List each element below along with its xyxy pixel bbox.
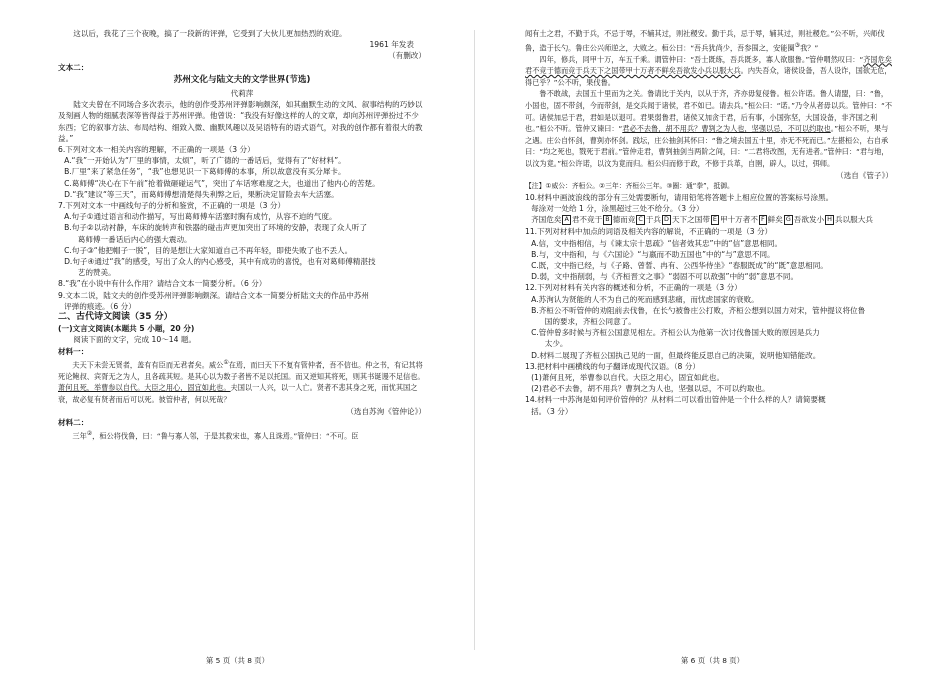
section-2-heading: 二、古代诗文阅读（35 分）: [58, 312, 173, 323]
q7-option-d: D.句子④通过“我”的感受，写出了众人的内心感受，其中有成功的喜悦，也有对葛师傅精湛技: [64, 257, 376, 267]
q7-option-d-cont: 艺的赞美。: [77, 268, 116, 278]
q7-option-b-cont: 葛师傅一番话后内心的强大震动。: [77, 234, 192, 244]
material-2-para-1: 闻有土之君，不勤于兵，不忌于辱，不辅其过，则社稷安。勤于兵，忌于辱，辅其过，则社稷危。”公不听，兴师伐鲁，造于长勺。鲁庄公兴师逆之，大败之。桓公曰：“吾兵犹尚少，吾参围之，安能圈③我？”: [525, 29, 885, 52]
q6-option-c: C.葛师傅“决心在下午前”抢着做砸碰运气”，突出了车话寒难度之大，也道出了他内心的苦楚。: [64, 178, 380, 188]
q6-option-b: B.厂里“来了紧急任务”，“我”也想见识一下葛师傅的本事，所以故意没有买分犀卡。: [64, 167, 346, 177]
q11-option-b: B.与，文中指和，与《六国论》“与嬴而不助五国也”中的“与”意思不同。: [531, 249, 775, 259]
subsection-heading: (一)文言文阅读(本题共 5 小题，20 分): [58, 324, 195, 334]
material-1-label: 材料一：: [58, 346, 89, 356]
break-box-e[interactable]: E: [712, 215, 717, 224]
break-box-c[interactable]: C: [638, 215, 643, 224]
q7-stem: 7.下列对文本一中画线句子的分析和鉴赏，不正确的一项是（3 分）: [58, 201, 286, 211]
q6-option-a: A.“我”一开始认为“厂里的事情，太烦”，听了广德的一番话后，觉得有了“好材料”。: [64, 156, 346, 166]
q6-stem: 6.下列对文本一相关内容的理解，不正确的一项是（3 分）: [58, 145, 255, 155]
material-2-para-2: 四年，修兵，同甲十万，车五千乘。谓管仲曰：“吾士既练，吾兵既多，寡人欲服鲁。”管仲喟然叹曰：“齐国危矣君不竞于德而竞于兵天下之国带甲十万者不鲜矣吾欲发小兵以服大兵。内失吾众，诸侯设备，吾人设诈，国欲无危，得已乎？”公不听，果伐鲁。: [525, 54, 892, 87]
text2-author: 代莉萍: [230, 89, 254, 99]
left-page-number: 第 5 页（共 8 页）: [205, 656, 270, 665]
q14-cont: 括。（3 分）: [531, 406, 573, 416]
break-box-b[interactable]: B: [605, 215, 610, 224]
reading-instruction: 阅读下面的文字，完成 10～14 题。: [73, 335, 197, 345]
underlined-sentence-2: 君必不去鲁，胡不用兵？曹刿之为人也，坚强以忌，不可以约取也: [622, 124, 831, 134]
break-box-a[interactable]: A: [564, 215, 569, 224]
q14: 14.材料一中苏洵是如何评价管仲的？从材料二可以看出管仲是一个什么样的人？请简要概: [525, 395, 826, 405]
q12-option-b: B.齐桓公不听管仲的劝阻前去伐鲁，在长勺被鲁庄公打败，齐桓公想到以国力对宋，管仲提议将位鲁: [531, 305, 866, 315]
underlined-sentence-1: 萧何且死，举曹参以自代。大臣之用心，固宜如此也。: [58, 383, 231, 393]
edit-note: （有删改）: [388, 51, 426, 61]
material-1-source: （选自苏洵《管仲论》）: [346, 406, 426, 416]
q12-option-a: A.苏洵认为贤能的人不为自己的死而感到悲痛，而忧虑国家的衰败。: [531, 294, 759, 304]
q10-cont: 每涂对一处给 1 分，涂黑超过三处不给分。（3 分）: [531, 204, 704, 214]
text2-body: 陆文夫曾在不同场合多次表示，他的创作受苏州评弹影响颇深，如其幽默生动的文风、叙事结构的巧妙以及刻画人物的细腻表深等皆得益于苏州评弹。他曾说：“我没有好像这样的人的文章，却向苏州评弹扮过不少东西；它的叙事方法、布局结构、细致入微、幽默风趣以及吴语特有的语式语气，对我的创作都有着很大的教益。”: [58, 100, 423, 143]
q10: 10.材料中画波浪线的部分有三处需要断句，请用铅笔将答题卡上相应位置的答案标号涂黑。: [525, 192, 834, 202]
text2-label: 文本二：: [58, 62, 89, 72]
break-box-f[interactable]: F: [760, 215, 765, 224]
material-2-label: 材料二：: [58, 417, 89, 427]
q11-stem: 11.下列对材料中加点的词语及相关内容的解说，不正确的一项是（3 分）: [525, 227, 773, 237]
q10-segment-line: 齐国危矣 A 君不竞于 B 德而竞 C 于兵 D 天下之国带 E 甲十万者不 F 鲜矣 G 吾欲发小 H 兵以服大兵: [531, 215, 873, 225]
q11-option-c: C.既，文中指已经，与《子路、曾皙、冉有、公西华侍坐》“春服既成”的“既”意思相同。: [531, 260, 828, 270]
material-1-text: 夫天下未尝无贤者，盖有有臣而无君者矣。威公①在焉，而曰天下不复有管仲者，吾不信也。仲之书，有记其将死论鲍叔、宾胥无之为人，且各疏其短。是其心以为数子者皆不足以托国。而又逆知其将死，则其书诞谩不足信也。萧何且死，举曹参以自代。大臣之用心，固宜如此也。夫国以一人兴，以一人亡。贤者不悲其身之死，而忧其国之衰，故必复有贤者而后可以死。彼管仲者，何以死哉？: [58, 358, 425, 405]
right-column: [525, 28, 893, 417]
break-box-h[interactable]: H: [827, 215, 832, 224]
q6-option-d: D.“我”建议“等三天”，而葛师傅想清楚得失利弊之后，果断决定冒险去车大活塞。: [64, 189, 339, 199]
q7-option-a: A.句子①通过语言和动作描写，写出葛师傅车活塞时胸有成竹，从容不迫的气度。: [64, 212, 337, 222]
material-2-para-3: 鲁不敢战，去国五十里而为之关。鲁请比于关内，以从于齐，齐亦毋复侵鲁。桓公许诺。鲁人请盟，曰：“鲁，小国也，固不带剑，今而带剑，是交兵闻于诸侯，君不如已。请去兵。”桓公曰：“诺。”乃令从者毋以兵。管仲曰：“不可。诸侯加忌于君，君如是以退可。君果弱鲁君，诸侯又加贪于君，后有事，小国弥坚，大国设备，非齐国之利也。”桓公不听。管仲又谏曰：“君必不去鲁，胡不用兵？曹刿之为人也，坚强以忌，不可以约取也。”桓公不听，果与之遇。庄公自怀剑，曹刿亦怀剑。践坛，庄公抽剑其怀曰：“鲁之境去国五十里，亦无不死而已。”左揕桓公，右自承曰：“均之死也，戮死于君前。”管仲走君，曹刿抽剑当两阶之间，曰：“二君将改图，无有进者。”管仲曰：“君与地，以汶为竟。”桓公许诺，以汶为竟而归。桓公归而修于政，不修于兵革，自圉，辟人，以过，弭师。: [525, 89, 893, 168]
q11-option-d: D.弱，文中指削弱，与《齐桓晋文之事》“弱固不可以敌强”中的“弱”意思不同。: [531, 272, 799, 282]
left-column: [58, 28, 426, 442]
wavy-underlined-passage: 齐国危矣君不竞于德而竞于兵天下之国带甲十万者不鲜矣吾欲发小兵以服大兵: [525, 54, 892, 76]
q13-sentence-1: (1)萧何且死，举曹参以自代。大臣之用心，固宜如此也。: [531, 372, 725, 382]
q13-stem: 13.把材料中画横线的句子翻译成现代汉语。（8 分）: [525, 361, 700, 371]
q11-option-a: A.信，文中指相信，与《谏太宗十思疏》“信者效其忠”中的“信”意思相同。: [531, 238, 783, 248]
material-2-text-start: 三年②，桓公将伐鲁，曰：“鲁与寡人邻，于是其救宋也，寡人且诛焉。”管仲曰：“不可。臣: [72, 430, 359, 441]
right-page: [475, 0, 950, 673]
story-closing-line: 这以后，我花了三个夜晚，搞了一段新的评弹，它受到了大伙儿更加热烈的欢迎。: [73, 29, 347, 38]
q9: 9.文本二说，陆文夫的创作受苏州评弹影响颇深。请结合文本一简要分析陆文夫的作品中苏州: [58, 290, 369, 300]
break-box-d[interactable]: D: [664, 215, 669, 224]
q12-option-d: D.材料二展现了齐桓公国执己见的一面，但最终能反思自己的决策，说明他知错能改。: [531, 350, 821, 360]
publish-note: 1961 年发表: [369, 40, 414, 50]
q7-option-c: C.句子③“他把帽子一脱”，目的是想让大家知道自己不再年轻，即使失败了也不丢人。: [64, 245, 353, 255]
text2-title: 苏州文化与陆文夫的文学世界(节选): [173, 74, 311, 85]
break-box-g[interactable]: G: [785, 215, 791, 224]
annotation-note: 【注】①威公：齐桓公。②三年：齐桓公三年。③圈：通“拳”，抵御。: [525, 181, 734, 190]
q12-option-c: C.管仲曾多时候与齐桓公国意见相左。齐桓公认为他第一次讨伐鲁国大败的原因是兵力: [531, 328, 820, 338]
q12-option-c-cont: 太少。: [544, 339, 568, 349]
q12-stem: 12.下列对材料有关内容的概述和分析，不正确的一项是（3 分）: [525, 283, 742, 293]
q9-cont: 评弹的痕迹。（6 分）: [64, 301, 136, 311]
q12-option-b-cont: 国的要求，齐桓公同意了。: [544, 316, 636, 326]
q13-sentence-2: (2)君必不去鲁，胡不用兵？曹刿之为人也，坚强以忌，不可以约取也。: [531, 384, 770, 394]
material-2-source: （选自《管子》）: [836, 170, 893, 180]
q8: 8.“我”在小说中有什么作用？请结合文本一简要分析。（6 分）: [58, 279, 267, 289]
q7-option-b: B.句子②以动衬静，车床的旋转声和铁器的碰击声更加突出了环境的安静，表现了众人听了: [64, 223, 368, 233]
right-page-number: 第 6 页（共 8 页）: [680, 656, 745, 665]
